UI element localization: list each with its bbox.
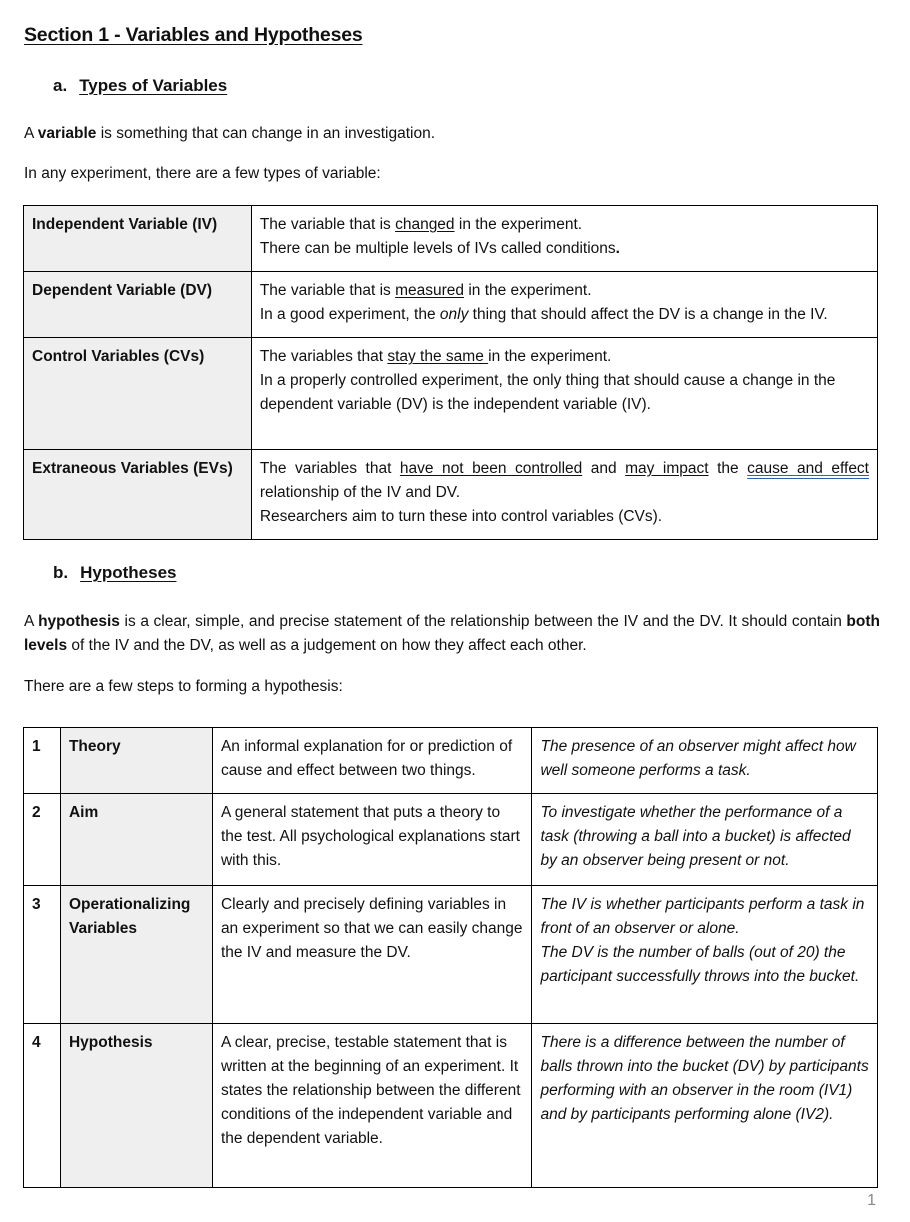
subheading-text: Hypotheses (80, 563, 177, 582)
step-name: Theory (60, 728, 212, 794)
section-title: Section 1 - Variables and Hypotheses (24, 24, 363, 46)
hypothesis-steps-intro: There are a few steps to forming a hypothesis: (24, 678, 343, 695)
text-fragment: A (24, 125, 38, 142)
text-fragment: The variable that is (259, 282, 396, 299)
step-example: To investigate whether the performance of a task (throwing a ball into a bucket) is affected by an observer being present or not. (532, 794, 878, 886)
text-fragment: The variable that is (259, 216, 396, 233)
underlined-term: stay the same (387, 348, 489, 365)
step-number: 2 (24, 794, 61, 886)
text-fragment: in the experiment. (464, 282, 592, 299)
example-iv: The IV is whether participants perform a task in front of an observer or alone. (540, 896, 865, 937)
subheading-text: Types of Variables (79, 76, 228, 95)
variable-description (251, 338, 877, 450)
subheading-letter: b. (53, 563, 69, 582)
example-dv: The DV is the number of balls (out of 20) the participant successfully throws into the bucket. (540, 944, 860, 985)
underlined-term: changed (395, 216, 455, 233)
table-row (24, 206, 878, 272)
text-fragment: . (615, 240, 620, 257)
subheading-types-of-variables (53, 76, 227, 96)
table-row (24, 450, 878, 540)
hypothesis-steps-table (23, 727, 878, 1188)
variable-definition (24, 122, 880, 146)
text-fragment: of the IV and the DV, as well as a judgement on how they affect each other. (67, 637, 587, 654)
step-example: There is a difference between the number of balls thrown into the bucket (DV) by participants performing with an observer in the room (IV1) and by participants performing alone (IV2). (532, 1024, 878, 1188)
term-both-levels: both levels (24, 613, 880, 654)
underlined-term: measured (395, 282, 465, 299)
emphasis: only (439, 306, 469, 323)
text-fragment: in the experiment. (488, 348, 612, 365)
table-row (24, 272, 878, 338)
subheading-hypotheses (53, 563, 176, 583)
step-description: A clear, precise, testable statement that is written at the beginning of an experiment. It states the relationship between the different conditions of the independent variable and the dependent variable. (212, 1024, 532, 1188)
text-fragment: There can be multiple levels of IVs called conditions (259, 240, 616, 257)
underlined-term: have not been controlled (399, 460, 583, 477)
table-row (24, 794, 878, 886)
variable-label: Independent Variable (IV) (24, 206, 252, 272)
table-row (24, 338, 878, 450)
text-fragment: relationship of the IV and DV. (259, 484, 461, 501)
text-fragment: Researchers aim to turn these into control variables (CVs). (259, 508, 663, 525)
step-name: Operationalizing Variables (60, 886, 212, 1024)
step-description: Clearly and precisely defining variables in an experiment so that we can easily change the IV and measure the DV. (212, 886, 532, 1024)
table-row (24, 1024, 878, 1188)
step-example: The presence of an observer might affect how well someone performs a task. (532, 728, 878, 794)
variable-description (251, 272, 877, 338)
text-fragment: and (582, 460, 626, 477)
step-number: 3 (24, 886, 61, 1024)
text-fragment: the (708, 460, 748, 477)
variable-types-intro: In any experiment, there are a few types of variable: (24, 165, 381, 182)
text-fragment: The variables that (259, 460, 400, 477)
step-name: Hypothesis (60, 1024, 212, 1188)
term-hypothesis: hypothesis (38, 613, 120, 630)
subheading-letter: a. (53, 76, 68, 95)
step-number: 4 (24, 1024, 61, 1188)
step-name: Aim (60, 794, 212, 886)
text-fragment: The variables that (259, 348, 388, 365)
text-fragment: is a clear, simple, and precise statement of the relationship between the IV and the DV. It should contain (119, 613, 847, 630)
term-variable: variable (37, 125, 97, 142)
variable-label: Dependent Variable (DV) (24, 272, 252, 338)
step-example (532, 886, 878, 1024)
variable-description (251, 450, 877, 540)
text-fragment: is something that can change in an investigation. (96, 125, 436, 142)
hypothesis-definition (24, 610, 880, 658)
text-fragment: in the experiment. (454, 216, 583, 233)
step-description: An informal explanation for or prediction of cause and effect between two things. (212, 728, 532, 794)
step-description: A general statement that puts a theory to the test. All psychological explanations start with this. (212, 794, 532, 886)
text-fragment: In a good experiment, the (259, 306, 440, 323)
variable-label: Extraneous Variables (EVs) (24, 450, 252, 540)
text-fragment: thing that should affect the DV is a change in the IV. (468, 306, 828, 323)
page-number: 1 (867, 1192, 876, 1209)
double-underlined-term: cause and effect (747, 460, 869, 477)
underlined-term: may impact (625, 460, 709, 477)
variable-description (251, 206, 877, 272)
variables-table (23, 205, 878, 540)
table-row (24, 886, 878, 1024)
text-fragment: A (24, 613, 39, 630)
text-fragment: In a properly controlled experiment, the only thing that should cause a change in the dependent variable (DV) is the independent variable (IV). (259, 372, 836, 413)
table-row (24, 728, 878, 794)
variable-label: Control Variables (CVs) (24, 338, 252, 450)
step-number: 1 (24, 728, 61, 794)
